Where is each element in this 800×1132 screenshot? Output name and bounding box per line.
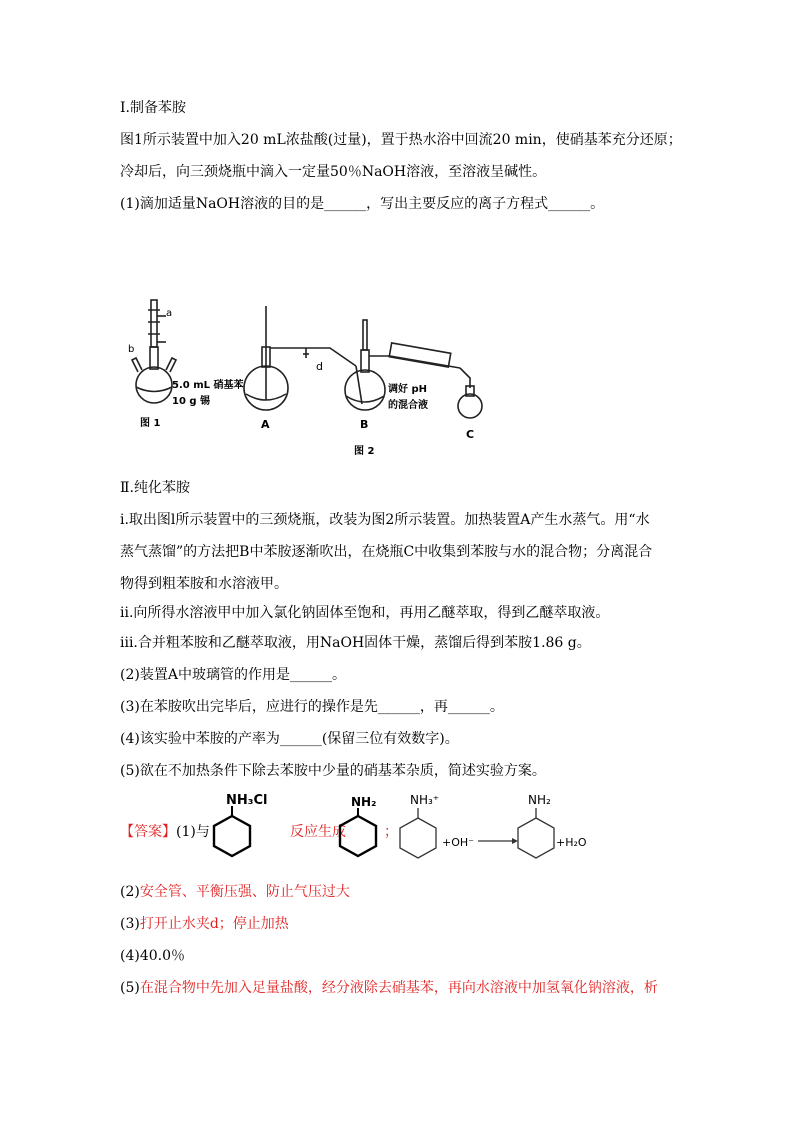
answer-tag-text: 【答案】 bbox=[120, 824, 176, 840]
answer-3 bbox=[120, 914, 289, 934]
fig2-caption: 图 2 bbox=[354, 446, 375, 457]
answer1-separator: ； bbox=[384, 824, 398, 840]
hydroxide: +OH⁻ bbox=[442, 836, 474, 849]
answer5-number: (5) bbox=[120, 980, 140, 996]
note-2: 的混合液 bbox=[388, 400, 428, 411]
answer3-text: 打开止水夹d；停止加热 bbox=[139, 916, 289, 932]
step1-a: ⅰ.取出图l所示装置中的三颈烧瓶，改装为图2所示装置。加热装置A产生水蒸气。用“水 bbox=[120, 512, 650, 528]
label-d: d bbox=[316, 360, 323, 373]
answer5-text: 在混合物中先加入足量盐酸，经分液除去硝基苯，再向水溶液中加氢氧化钠溶液，析 bbox=[139, 980, 658, 996]
aniline-structure bbox=[338, 796, 382, 860]
label-A: A bbox=[261, 418, 270, 431]
note-1: 调好 pH bbox=[388, 384, 428, 395]
question-4: (4)该实验中苯胺的产率为______(保留三位有效数字)。 bbox=[120, 731, 459, 747]
step1-b: 蒸气蒸馏”的方法把B中苯胺逐渐吹出，在烧瓶C中收集到苯胺与水的混合物；分离混合 bbox=[120, 544, 653, 560]
reagent-1: 5.0 mL 硝基苯 bbox=[172, 380, 244, 391]
answer2-text: 安全管、平衡压强、防止气压过大 bbox=[139, 884, 350, 900]
apparatus-figure bbox=[120, 292, 500, 464]
answer-4: (4)40.0％ bbox=[120, 948, 186, 964]
paragraph-1: 图1所示装置中加入20 mL浓盐酸(过量)，置于热水浴中回流20 min，使硝基苯充分还原； bbox=[120, 132, 682, 148]
mol3-group: NH₃⁺ bbox=[410, 793, 440, 807]
answer2-number: (2) bbox=[120, 884, 140, 900]
answer1-prefix: (1)与 bbox=[176, 824, 210, 840]
answer3-number: (3) bbox=[120, 916, 140, 932]
reaction-equation bbox=[398, 790, 610, 862]
paragraph-2: 冷却后，向三颈烧瓶中滴入一定量50％NaOH溶液，至溶液呈碱性。 bbox=[120, 164, 547, 180]
section2-title: Ⅱ.纯化苯胺 bbox=[120, 480, 190, 496]
mol1-group: NH₃Cl bbox=[226, 793, 268, 808]
mol2-group: NH₂ bbox=[351, 796, 377, 809]
label-B: B bbox=[360, 418, 369, 431]
question-5: (5)欲在不加热条件下除去苯胺中少量的硝基苯杂质，简述实验方案。 bbox=[120, 763, 546, 779]
label-C: C bbox=[466, 428, 475, 441]
answer-2 bbox=[120, 882, 350, 902]
anilinium-chloride-structure bbox=[212, 792, 272, 860]
step2: ⅱ.向所得水溶液甲中加入氯化钠固体至饱和，再用乙醚萃取，得到乙醚萃取液。 bbox=[120, 605, 610, 621]
step3: iii.合并粗苯胺和乙醚萃取液，用NaOH固体干燥，蒸馏后得到苯胺1.86 g。 bbox=[120, 635, 591, 651]
flask-a-icon bbox=[244, 306, 356, 410]
question-1: (1)滴加适量NaOH溶液的目的是______，写出主要反应的离子方程式______。 bbox=[120, 196, 605, 212]
label-a: a bbox=[166, 308, 173, 319]
fig1-caption: 图 1 bbox=[140, 418, 161, 429]
answer1-middle: 反应生成 bbox=[290, 824, 346, 840]
water: +H₂O bbox=[556, 836, 587, 849]
reagent-2: 10 g 锡 bbox=[172, 396, 211, 407]
label-b: b bbox=[128, 344, 135, 355]
section1-title: Ⅰ.制备苯胺 bbox=[120, 100, 186, 116]
question-2: (2)装置A中玻璃管的作用是______。 bbox=[120, 667, 346, 683]
flask-c-icon bbox=[458, 386, 482, 418]
answer-5 bbox=[120, 978, 658, 998]
question-3: (3)在苯胺吹出完毕后，应进行的操作是先______，再______。 bbox=[120, 699, 504, 715]
answer-tag bbox=[120, 822, 210, 842]
mol4-group: NH₂ bbox=[528, 793, 551, 807]
flask-b-icon bbox=[345, 320, 470, 410]
step1-c: 物得到粗苯胺和水溶液甲。 bbox=[120, 576, 288, 592]
